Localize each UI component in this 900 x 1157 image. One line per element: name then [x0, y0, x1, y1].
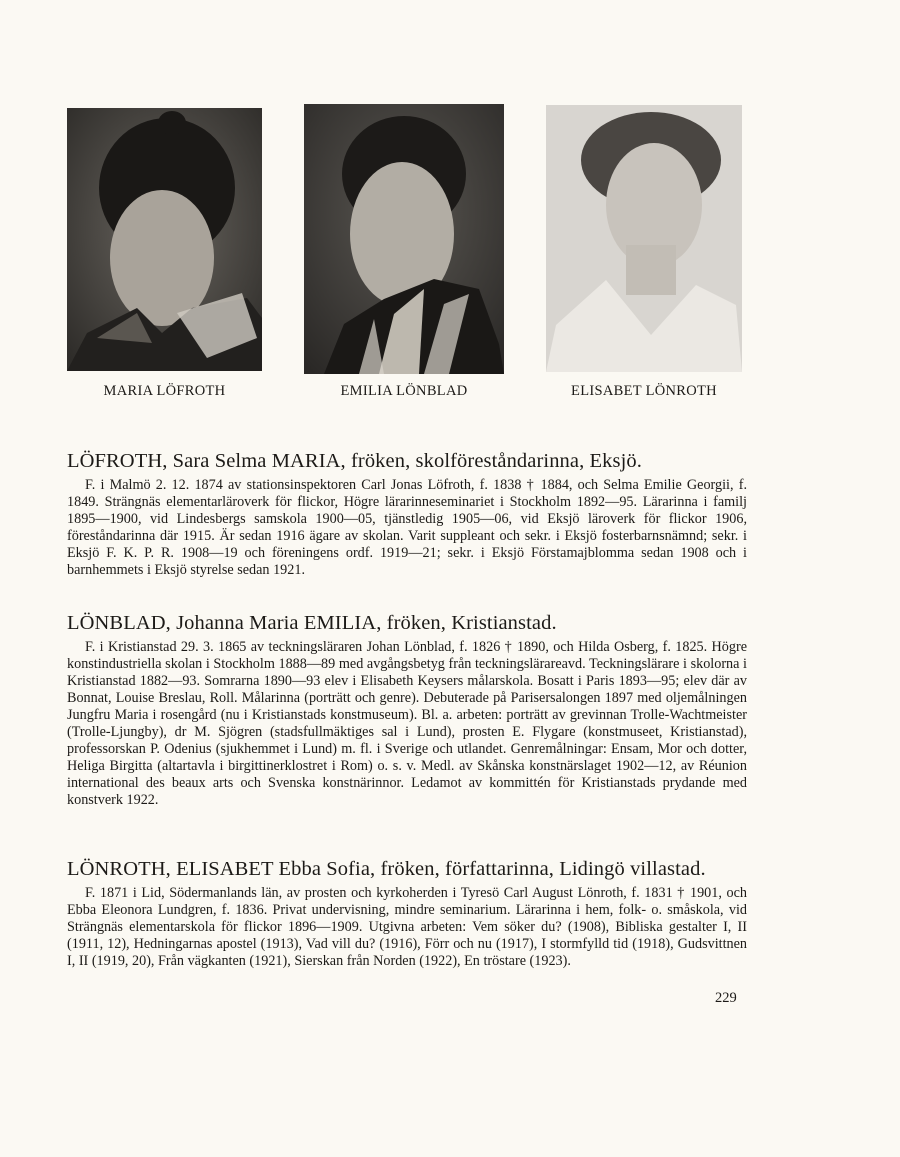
photo-caption: ELISABET LÖNROTH — [571, 383, 717, 399]
photo-caption: MARIA LÖFROTH — [103, 383, 226, 399]
biography-entry-lofroth — [67, 450, 747, 579]
entry-heading: LÖFROTH, Sara Selma MARIA, fröken, skolföreståndarinna, Eksjö. — [67, 450, 642, 472]
entry-heading: LÖNBLAD, Johanna Maria EMILIA, fröken, Kristianstad. — [67, 612, 557, 634]
biography-entry-lonroth — [67, 858, 747, 970]
entry-body: F. i Malmö 2. 12. 1874 av stationsinspektoren Carl Jonas Löfroth, f. 1838 † 1884, och Selma Emilie Georgii, f. 1849. Strängnäs elementarläroverk för flickor, Högre lärarinneseminariet i Stockholm 1892—95. Lärarinna i familj 1895—1900, vid Lindesbergs samskola 1900—05, tjänstledig 1905—06, vid Eksjö läroverk för flickor 1906, föreståndarinna där 1915. Är sedan 1916 ägare av skolan. Varit suppleant och sekr. i Eksjö fosterbarnsnämnd; sekr. i Eksjö F. K. P. R. 1908—19 och föreningens ordf. 1919—21; sekr. i Eksjö Förstamajblomma sedan 1908 och i barnhemmets i Eksjö styrelse sedan 1921. — [67, 477, 747, 578]
page-number: 229 — [715, 990, 737, 1006]
entry-body: F. 1871 i Lid, Södermanlands län, av prosten och kyrkoherden i Tyresö Carl August Lönroth, f. 1831 † 1901, och Ebba Eleonora Lundgren, f. 1836. Privat undervisning, mindre seminarium. Lärarinna i hem, folk- o. småskola, vid Strängnäs elementarskola för flickor 1896—1909. Utgivna arbeten: Vem söker du? (1908), Bibliska gestalter I, II (1911, 12), Hedningarnas apostel (1913), Vad vill du? (1916), Förr och nu (1917), I stormfylld tid (1918), Gudsvittnen I, II (1919, 20), Från vägkanten (1921), Sierskan från Norden (1922), En tröstare (1923). — [67, 885, 747, 969]
biography-entry-lonblad — [67, 612, 747, 809]
portrait-photo-elisabet-lonroth — [546, 105, 742, 372]
portrait-photo-emilia-lonblad — [304, 104, 504, 374]
photo-caption: EMILIA LÖNBLAD — [340, 383, 468, 399]
entry-body: F. i Kristianstad 29. 3. 1865 av teckningsläraren Johan Lönblad, f. 1826 † 1890, och Hilda Osberg, f. 1825. Högre konstindustriella skolan i Stockholm 1888—89 med avgångsbetyg från teckningslärareavd. Teckningslärare i skolorna i Kristianstad 1882—93. Somrarna 1890—93 elev i Elisabeth Keysers målarskola. Bosatt i Paris 1893—95; elev där av Bonnat, Louise Breslau, Roll. Målarinna (porträtt och genre). Debuterade på Parisersalongen 1897 med oljemålningen Jungfru Maria i rosengård (nu i Kristianstads konstmuseum). Bl. a. arbeten: porträtt av grevinnan Trolle-Wachtmeister (Trolle-Ljungby), dr M. Sjögren (stadsfullmäktiges sal i Lund), prosten E. Flygare (konstmuseet, Kristianstad), professorskan P. Odenius (sjukhemmet i Lund) m. fl. i Sverige och utlandet. Genremålningar: Ensam, Mor och dotter, Heliga Birgitta (altartavla i birgittinerklostret i Rom) o. s. v. Medl. av Skånska konstnärslaget 1902—12, av Réunion international des beaux arts och Svenska konstnärinnor. Ledamot av kommittén för Kristianstads prydande med konstverk 1922. — [67, 639, 747, 808]
entry-heading: LÖNROTH, ELISABET Ebba Sofia, fröken, författarinna, Lidingö villastad. — [67, 858, 706, 880]
portrait-photo-maria-lofroth — [67, 108, 262, 371]
